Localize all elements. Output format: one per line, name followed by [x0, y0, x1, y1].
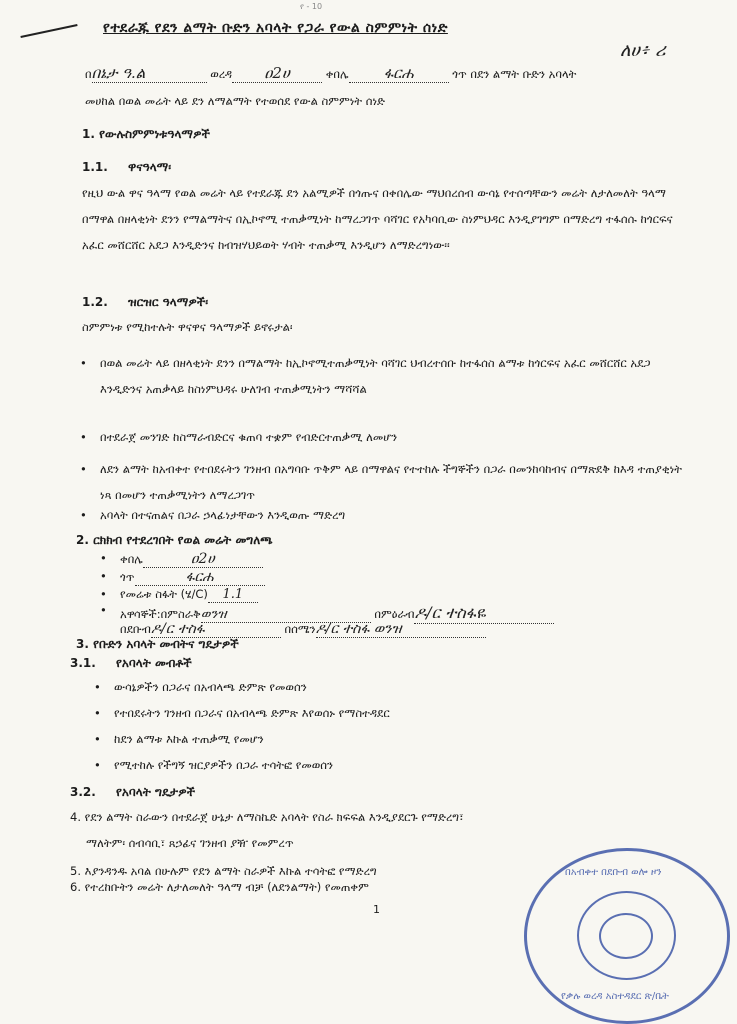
page-number: 1	[373, 903, 380, 916]
section-3-1-number: 3.1.	[70, 656, 96, 670]
top-faint-note: የ - 10	[300, 2, 323, 11]
land-area-row	[120, 587, 258, 603]
intro-line-1	[85, 64, 576, 83]
official-stamp	[524, 848, 730, 1024]
duty-4-line-2: ማለትም፡ ሰብሳቢ፣ ጸኃፊና ገንዘብ ያዥ የመምረጥ	[86, 836, 294, 850]
land-got-value: ፋርሐ	[135, 569, 265, 586]
handwritten-corner-note: ለሀ፥ ሪ	[620, 40, 666, 61]
section-3-2-title: የአባላት ግዴታዎች	[116, 785, 196, 799]
stamp-top-text: በአብቀተ በደቡብ ወሎ ዞን	[565, 867, 662, 878]
section-3-title: 3. የቡድን አባላት መብትና ግዴታዎች	[76, 637, 239, 651]
intro-name-value: በኔታ ዓ.ል	[92, 64, 207, 83]
section-1-2-number: 1.2.	[82, 295, 108, 309]
objective-bullet: • በወል መሬት ላይ በዘላቂነት ደንን በማልማት ከኢኮኖሚተጠቃሚነት ባሻገር ህብረተሰቡ ከተፋሰስ ልማቱ ከጎርፍና አፈር መሸርሸር አደጋ እንዲድንና አጠቃላይ ከስነምህዳሩ ሁለገብ ተጠቃሚነትን ማሻሻል	[100, 350, 685, 402]
intro-kebele-value: ፋርሐ	[349, 64, 449, 83]
intro-line-2: መሀከል በወል መሬት ላይ ደን ለማልማት የተወሰደ የውል ስምምነት ሰነድ	[85, 94, 386, 108]
land-kebele-row	[120, 551, 263, 568]
section-1-1-title: ዋናዓላማ፡	[128, 160, 172, 174]
document-title: የተደራጁ የደን ልማት ቡድን አባላት የጋራ የውል ስምምነት ሰነድ	[103, 20, 448, 36]
duty-6-line: 6. የተረከቡትን መሬት ለታለመለት ዓላማ ብቻ (ለደንልማት) የመጠቀም	[70, 880, 369, 894]
intro-suffix: ጎጥ በደን ልማት ቡድን አባላት	[452, 67, 577, 81]
land-got-label: ጎጥ	[120, 570, 135, 584]
boundary-east-value: ወንዝ	[201, 607, 371, 623]
intro-prefix: በ	[85, 67, 92, 81]
boundary-west-label: በምዕራብ	[374, 607, 415, 621]
rights-bullet: • ውሳኔዎችን በጋራና በአብላጫ ድምጽ የመወሰን	[114, 680, 307, 695]
duty-5-line: 5. እያንዳንዱ አባል በሁሉም የደን ልማት ስራዎች እኩል ተሳትፎ የማድረግ	[70, 864, 377, 878]
boundary-west-value: ዶ/ር ተስፋዬ	[414, 603, 554, 624]
boundary-south-value: ዶ/ር ተስፋ	[151, 621, 281, 638]
boundary-north-label: በሰሜን	[284, 622, 316, 636]
boundary-north-value: ዶ/ር ተስፋ ወንዝ	[316, 621, 486, 638]
intro-kebele-label: ቀበሌ	[325, 67, 349, 81]
boundary-south-label: በደቡብ	[120, 622, 151, 636]
rights-bullet: • የሚተከሉ የችግኝ ዝርያዎችን በጋራ ተሳትፎ የመወሰን	[114, 758, 333, 773]
section-2-title: 2. ርክክብ የተደረገበት የወል መሬት መግለጫ	[76, 533, 273, 547]
intro-zone-label: ወረዳ	[210, 67, 233, 81]
rights-bullet: • ከደን ልማቱ እኩል ተጠቃሚ የመሆን	[114, 732, 264, 747]
objective-bullet: • በተደራጀ መንገድ ከስማራብድርና ቁጠባ ተቋም የብድርተጠቃሚ ለመሆን	[100, 430, 397, 445]
land-kebele-label: ቀበሌ	[120, 552, 143, 566]
objective-bullet: • አባላት በተናጠልና በጋራ ኃላፊነታቸውን እንዲወጡ ማድረግ	[100, 508, 345, 523]
section-1-2-title: ዝርዝር ዓላማዎች፡	[128, 295, 209, 309]
land-got-row	[120, 569, 265, 586]
stamp-bottom-text: የቃሉ ወረዳ አስተዳደር ጽ/ቤት	[561, 991, 669, 1002]
section-1-2-intro: ስምምነቱ የሚከተሉት ዋናዋና ዓላማዎች ይኖሩታል፡	[82, 320, 293, 334]
objective-bullet: • ለደን ልማት ከአብቀተ የተበደሩትን ገንዘብ በአግባቡ ጥቅም ላይ በማዋልና የተተከሉ ችግኞችን በጋራ በመንከባከብና በማጽደቅ ከእዳ ተጠያቂነት ነጻ በመሆን ተጠቃሚነትን ለማረጋገጥ	[100, 456, 685, 508]
section-1-title: 1. የውሉስምምነቱዓላማዎች	[82, 127, 210, 141]
intro-zone-value: ዐ2ሀ	[232, 64, 322, 83]
section-3-2-number: 3.2.	[70, 785, 96, 799]
section-1-1-number: 1.1.	[82, 160, 108, 174]
land-area-value: 1.1	[208, 587, 258, 603]
stamp-emblem	[599, 913, 653, 959]
land-boundary-row-2	[120, 621, 486, 638]
corner-pen-mark	[20, 24, 77, 38]
boundary-east-label: አዋሳኞች:በምስራቅ	[120, 607, 201, 621]
land-kebele-value: ዐ2ሀ	[143, 551, 263, 568]
section-1-1-body: የዚህ ውል ዋና ዓላማ የወል መሬት ላይ የተደራጁ ደን አልሚዎች በጎጡና በቀበሌው ማህበረሰብ ውሳኔ የተሰጣቸውን መሬት ለታለመለት ዓላማ በማዋል በዘላቂነት ደንን የማልማትና በኢኮኖሚ ተጠቃሚነት ከማረጋገጥ ባሻገር የአካባቢው ስነምህዳር እንዲያገግም በማድረግ ተፋሰሱ ከጎርፍና አፈር መሸርሸር አደጋ እንዲድንና ከብዝሃህይወት ሃብት ተጠቃሚ እንዲሆን ለማድረግነው፡፡	[82, 186, 673, 252]
rights-bullet: • የተበደሩትን ገንዘብ በጋራና በአብላጫ ድምጽ እየወሰኑ የማስተዳደር	[114, 706, 390, 721]
land-area-label: የመሬቱ ስፋት (ሄ/C)	[120, 587, 208, 601]
section-3-1-title: የአባላት መብቶች	[116, 656, 192, 670]
duty-4-line-1: 4. የደን ልማት ስራውን በተደራጀ ሁኔታ ለማስኬድ አባላት የስራ ክፍፍል እንዲያደርጉ የማድረግ፣	[70, 810, 464, 824]
